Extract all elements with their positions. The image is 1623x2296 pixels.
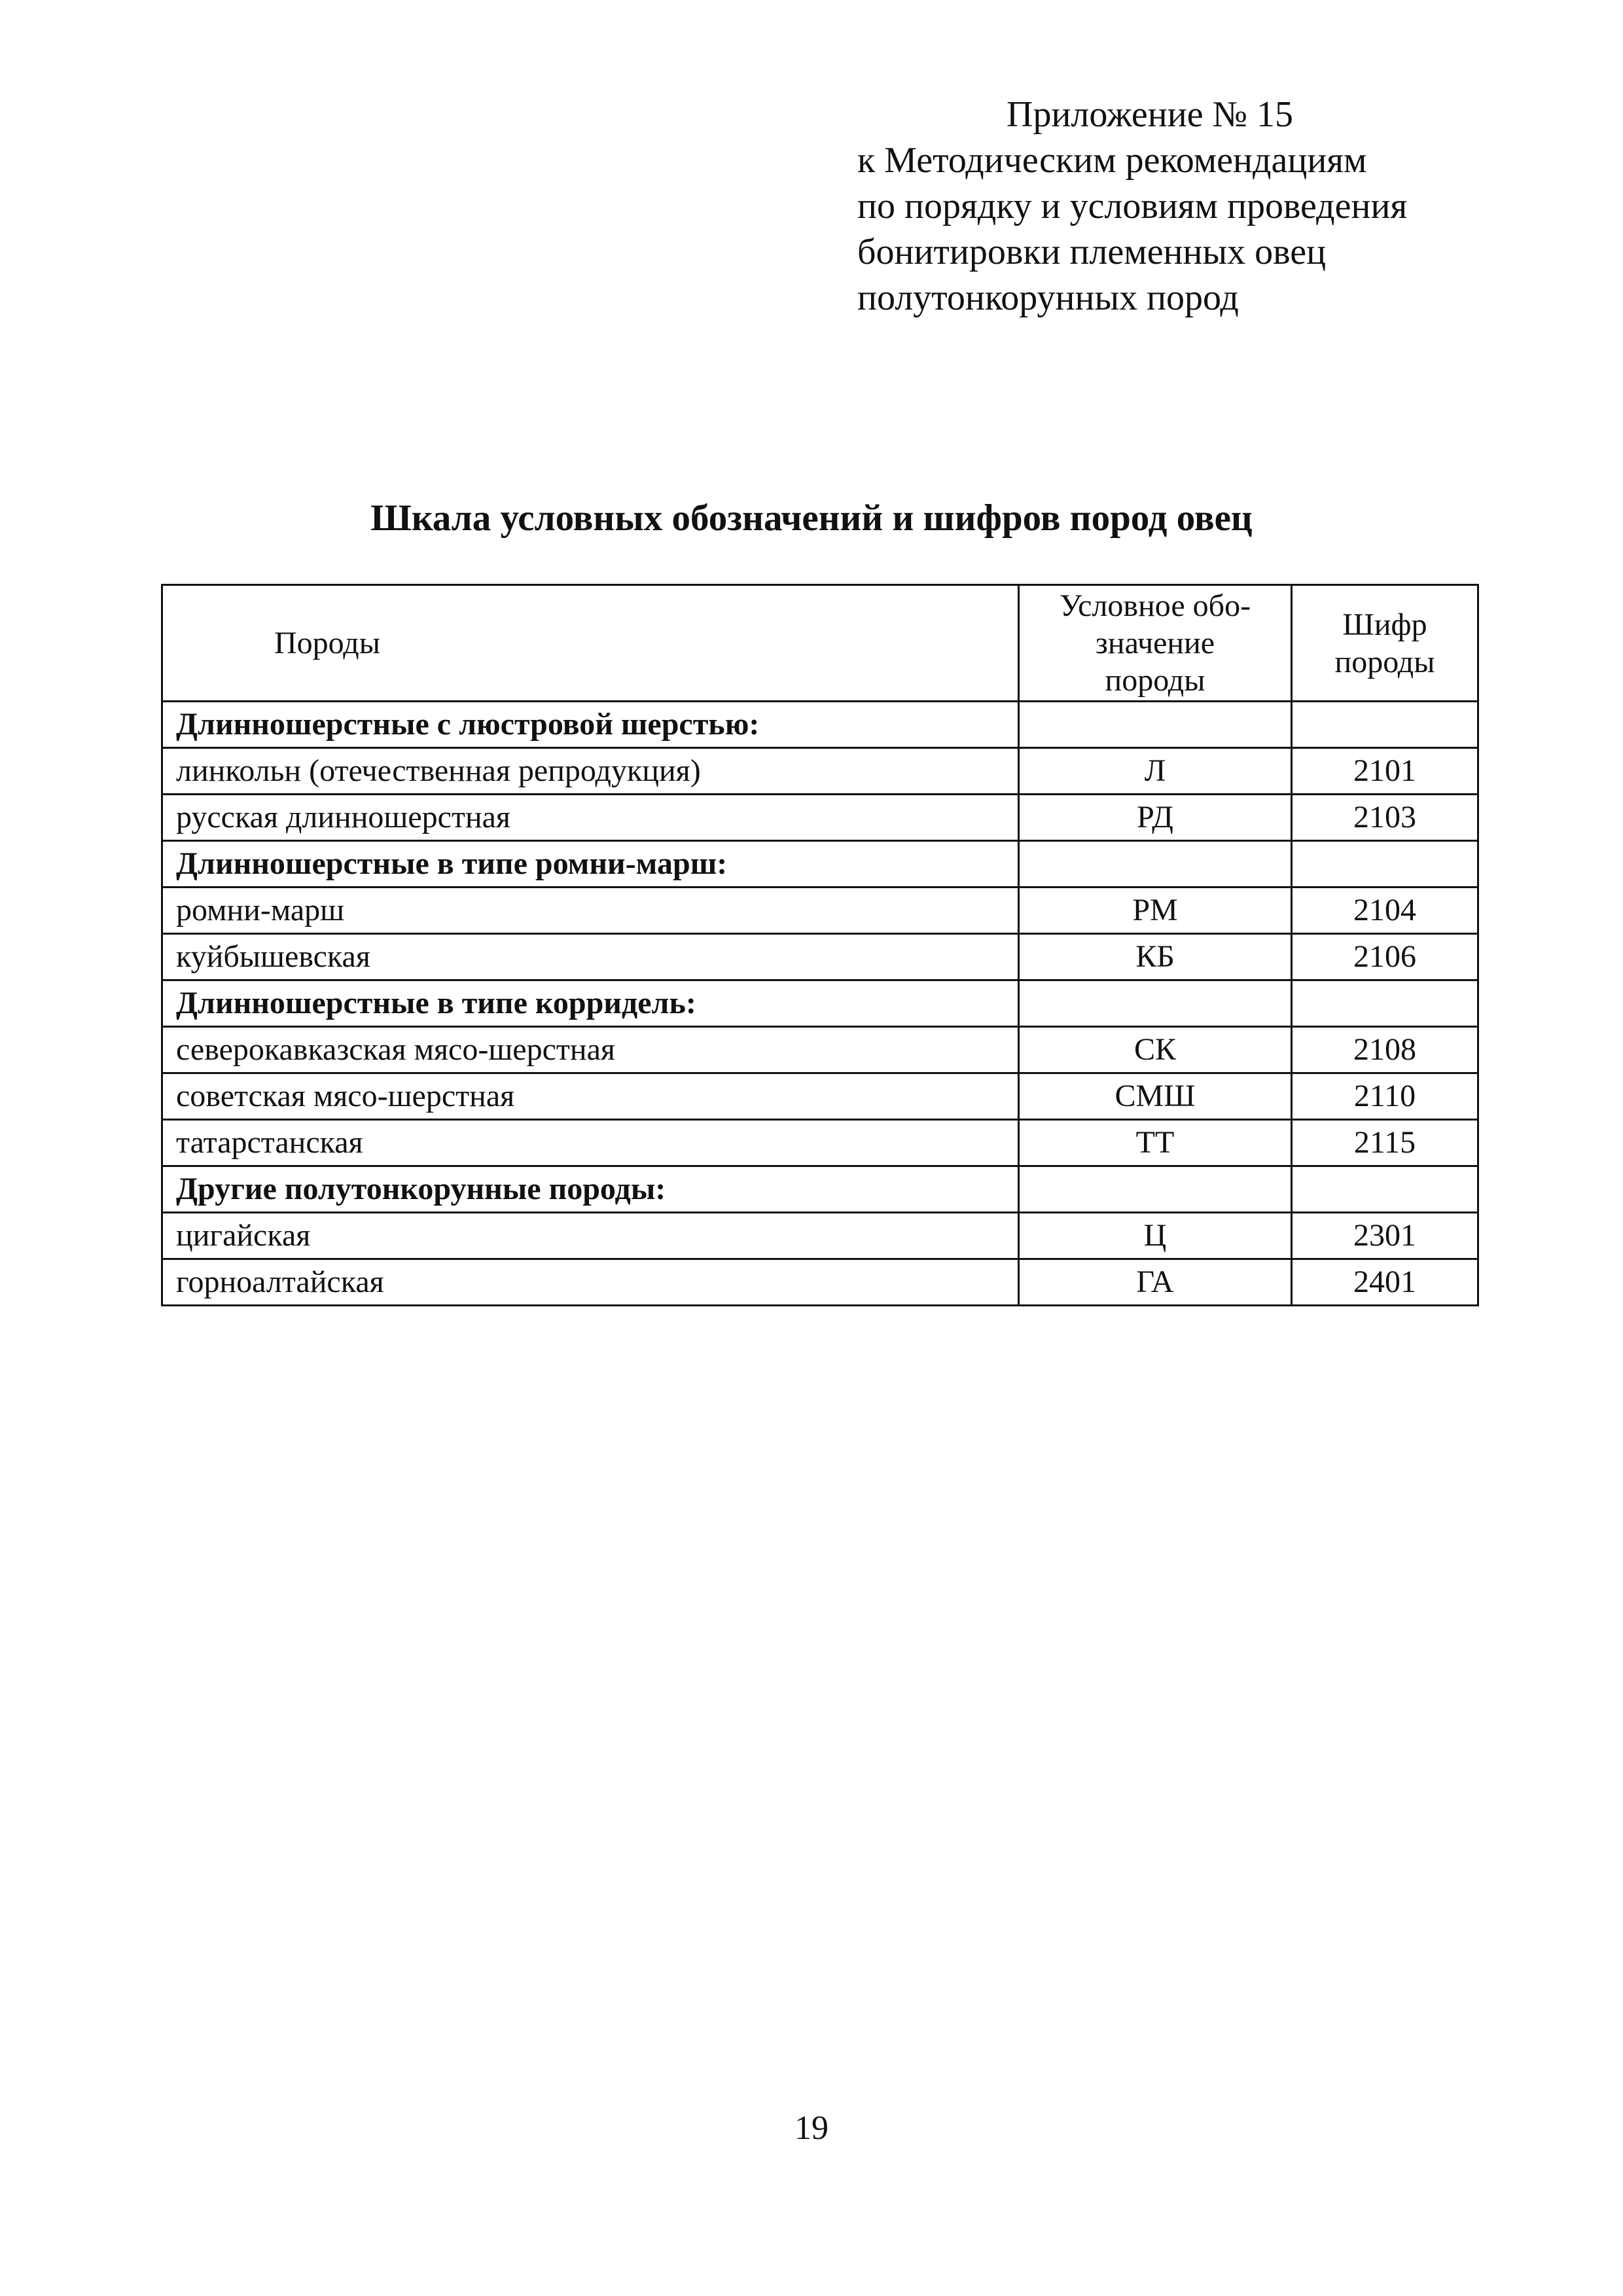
- breed-code: [1019, 1166, 1292, 1213]
- breed-name: татарстанская: [162, 1120, 1019, 1166]
- header-code-line: Условное обо-: [1059, 588, 1251, 623]
- breed-code: [1019, 980, 1292, 1027]
- table-group-row: [162, 1166, 1478, 1213]
- table-group-row: [162, 980, 1478, 1027]
- breed-code: Л: [1019, 748, 1292, 795]
- breed-name: линкольн (отечественная репродукция): [162, 748, 1019, 795]
- breed-cipher: 2110: [1292, 1073, 1478, 1120]
- page-number: 19: [794, 2109, 829, 2147]
- breed-codes-table: [161, 584, 1479, 1306]
- breed-cipher: [1292, 980, 1478, 1027]
- breed-cipher: 2101: [1292, 748, 1478, 795]
- breed-code: КБ: [1019, 934, 1292, 980]
- breed-name: куйбышевская: [162, 934, 1019, 980]
- breed-name: ромни-марш: [162, 888, 1019, 934]
- breed-group-name: Длинношерстные в типе корридель:: [162, 980, 1019, 1027]
- table-row: [162, 1120, 1478, 1166]
- table-row: [162, 795, 1478, 841]
- breed-code: РМ: [1019, 888, 1292, 934]
- table-row: [162, 748, 1478, 795]
- header-cipher-line: породы: [1334, 644, 1435, 679]
- breed-name: северокавказская мясо-шерстная: [162, 1027, 1019, 1073]
- table-row: [162, 888, 1478, 934]
- document-title: Шкала условных обозначений и шифров пород овец: [370, 497, 1253, 539]
- appendix-line: к Методическим рекомендациям: [857, 140, 1367, 181]
- breed-name: горноалтайская: [162, 1259, 1019, 1306]
- appendix-line: полутонкорунных пород: [857, 278, 1239, 318]
- table-row: [162, 1073, 1478, 1120]
- header-code: [1019, 585, 1292, 702]
- breed-code: РД: [1019, 795, 1292, 841]
- table-header-row: [162, 585, 1478, 702]
- table-group-row: [162, 702, 1478, 748]
- breed-code: ГА: [1019, 1259, 1292, 1306]
- table-row: [162, 1027, 1478, 1073]
- breed-code: ТТ: [1019, 1120, 1292, 1166]
- breed-cipher: [1292, 841, 1478, 888]
- breed-group-name: Длинношерстные в типе ромни-марш:: [162, 841, 1019, 888]
- breed-cipher: 2115: [1292, 1120, 1478, 1166]
- breed-group-name: Другие полутонкорунные породы:: [162, 1166, 1019, 1213]
- breed-name: русская длинношерстная: [162, 795, 1019, 841]
- appendix-line: бонитировки племенных овец: [857, 232, 1327, 272]
- appendix-line: по порядку и условиям проведения: [857, 186, 1408, 226]
- breed-name: цигайская: [162, 1213, 1019, 1259]
- appendix-heading: [857, 92, 1577, 321]
- breed-code: [1019, 841, 1292, 888]
- header-code-line: породы: [1105, 663, 1205, 698]
- breed-name: советская мясо-шерстная: [162, 1073, 1019, 1120]
- header-cipher-line: Шифр: [1342, 607, 1427, 642]
- breed-code: СМШ: [1019, 1073, 1292, 1120]
- breed-cipher: 2108: [1292, 1027, 1478, 1073]
- breed-code: СК: [1019, 1027, 1292, 1073]
- table-group-row: [162, 841, 1478, 888]
- breed-code: Ц: [1019, 1213, 1292, 1259]
- breed-group-name: Длинношерстные с люстровой шерстью:: [162, 702, 1019, 748]
- breed-cipher: 2301: [1292, 1213, 1478, 1259]
- breed-cipher: 2104: [1292, 888, 1478, 934]
- table-row: [162, 934, 1478, 980]
- header-cipher: [1292, 585, 1478, 702]
- appendix-number: Приложение № 15: [1007, 94, 1293, 135]
- header-breeds: Породы: [162, 585, 1019, 702]
- header-code-line: значение: [1095, 626, 1215, 660]
- breed-cipher: 2106: [1292, 934, 1478, 980]
- table-row: [162, 1213, 1478, 1259]
- breed-cipher: 2103: [1292, 795, 1478, 841]
- breed-cipher: [1292, 1166, 1478, 1213]
- breed-code: [1019, 702, 1292, 748]
- breed-cipher: 2401: [1292, 1259, 1478, 1306]
- breed-cipher: [1292, 702, 1478, 748]
- table-row: [162, 1259, 1478, 1306]
